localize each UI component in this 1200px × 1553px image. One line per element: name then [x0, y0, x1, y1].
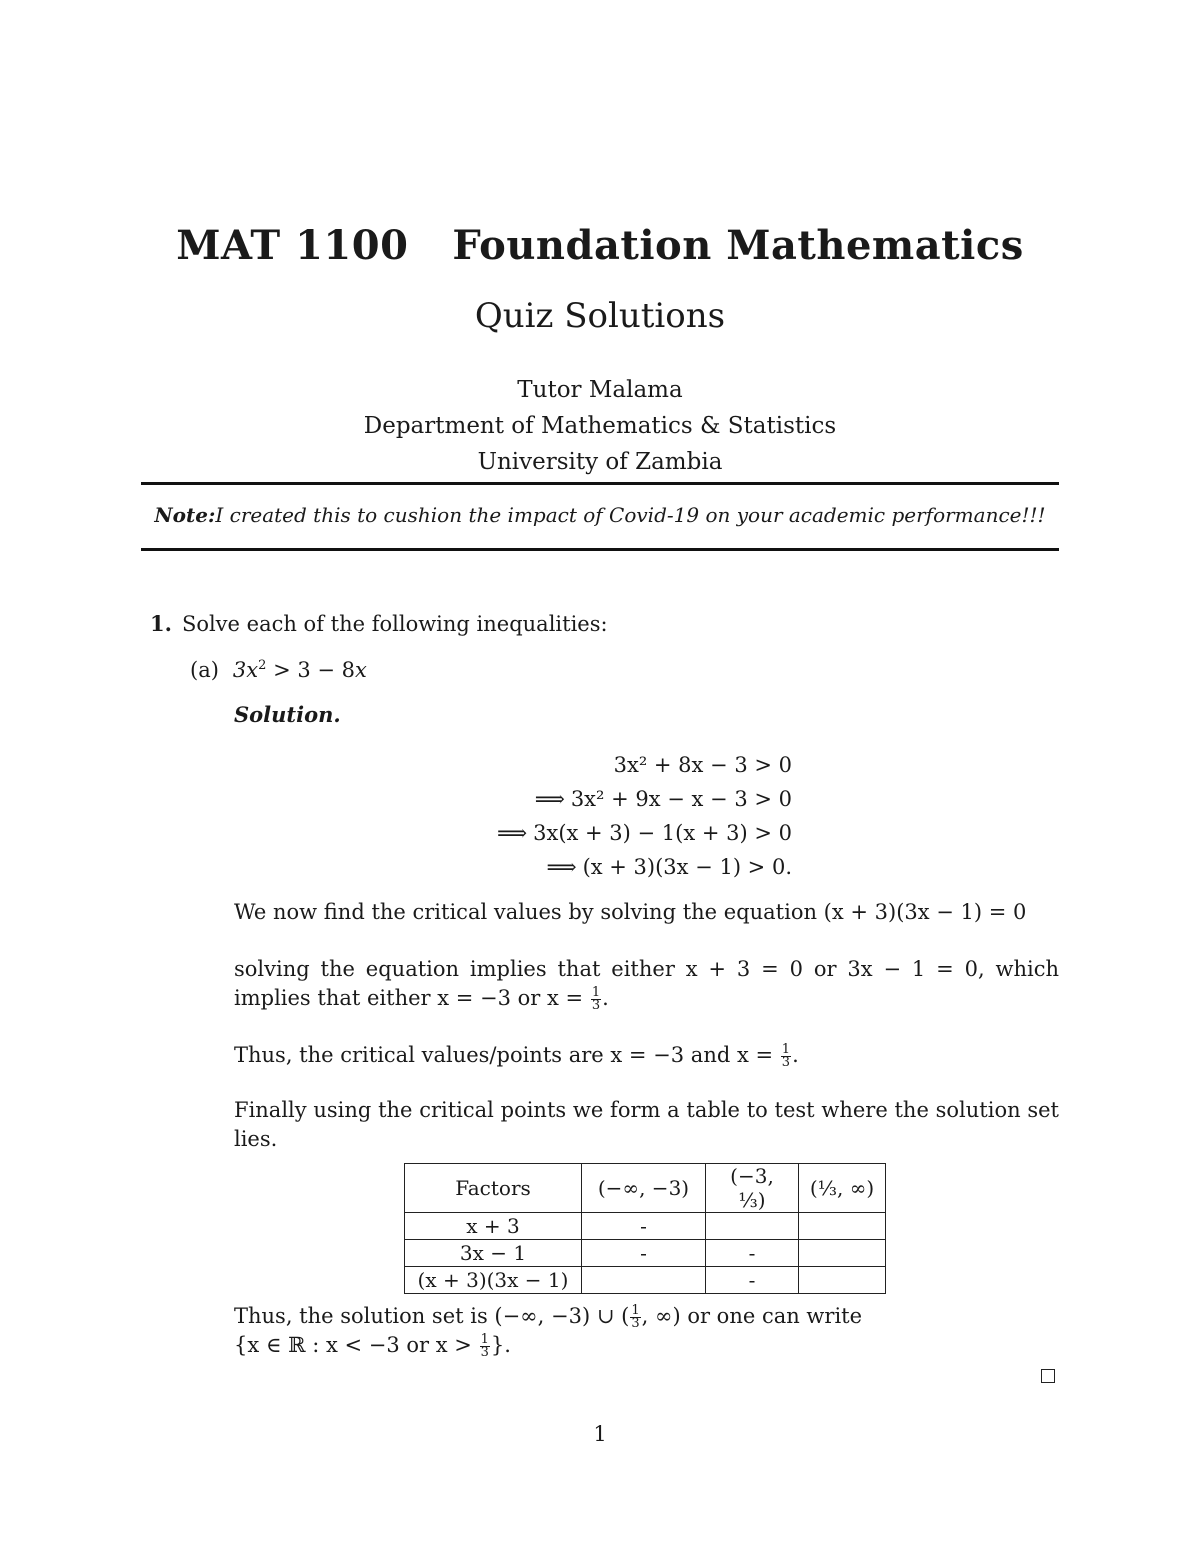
question-heading: [150, 611, 608, 636]
top-rule: [141, 482, 1059, 485]
paragraph-table-intro: Finally using the critical points we form a table to test where the solution set lies.: [234, 1098, 1059, 1151]
solution-label: Solution.: [234, 702, 341, 727]
table-cell: -: [582, 1240, 706, 1267]
note-label: Note:: [154, 503, 216, 527]
paragraph-solving: solving the equation implies that either x + 3 = 0 or 3x − 1 = 0, which implies that either x = −3 or x = $\frac{1}{3}$ .: [234, 957, 1059, 1013]
table-cell: [799, 1240, 886, 1267]
equation-line-2: ⟹ 3x² + 9x − x − 3 > 0: [534, 787, 792, 811]
part-a: [190, 658, 367, 682]
table-cell: -: [706, 1267, 799, 1294]
page-number: 1: [593, 1422, 607, 1446]
table-header-cell: Factors: [405, 1164, 582, 1213]
table-cell: 3x − 1: [405, 1240, 582, 1267]
table-header-cell: (−∞, −3): [582, 1164, 706, 1213]
table-cell: x + 3: [405, 1213, 582, 1240]
document-subtitle: Quiz Solutions: [474, 296, 726, 336]
note-line: [141, 503, 1059, 527]
table-cell: -: [582, 1213, 706, 1240]
paragraph-solution-set: Thus, the solution set is (−∞, −3) ∪ ( $\frac{1}{3}$ , ∞) or one can write {x ∈ ℝ : x < −3 or x > $\frac{1}{3}$ }.: [234, 1303, 863, 1360]
course-code: MAT 1100: [176, 222, 409, 269]
note-text: I created this to cushion the impact of Covid-19 on your academic performance!!!: [215, 503, 1046, 527]
fraction-one-third: $\frac{1}{3}$: [591, 985, 601, 1013]
question-prompt: Solve each of the following inequalities:: [181, 612, 608, 636]
implies-symbol: ⟹: [497, 821, 528, 845]
sign-table: [404, 1163, 886, 1294]
document-title: [0, 222, 1200, 269]
university-name: University of Zambia: [477, 449, 723, 475]
equation-line-3: ⟹ 3x(x + 3) − 1(x + 3) > 0: [497, 821, 792, 845]
table-row: [405, 1240, 886, 1267]
fraction-one-third: $\frac{1}{3}$: [631, 1303, 640, 1331]
table-header-cell: (⅓, ∞): [799, 1164, 886, 1213]
department-name: Department of Mathematics & Statistics: [363, 413, 837, 439]
paragraph-critical-values: We now find the critical values by solving the equation (x + 3)(3x − 1) = 0: [234, 900, 1027, 924]
fraction-one-third: $\frac{1}{3}$: [781, 1042, 791, 1070]
qed-box-icon: [1041, 1369, 1055, 1383]
implies-symbol: ⟹: [546, 855, 577, 879]
equation-line-1: 3x² + 8x − 3 > 0: [613, 753, 792, 777]
table-cell: (x + 3)(3x − 1): [405, 1267, 582, 1294]
paragraph-critical-points: Thus, the critical values/points are x = −3 and x = $\frac{1}{3}$ .: [234, 1042, 799, 1070]
table-cell: [799, 1267, 886, 1294]
table-row: [405, 1213, 886, 1240]
table-header-row: [405, 1164, 886, 1213]
implies-symbol: ⟹: [534, 787, 565, 811]
equation-line-4: ⟹ (x + 3)(3x − 1) > 0.: [546, 855, 792, 879]
fraction-one-third: $\frac{1}{3}$: [480, 1332, 489, 1360]
part-inequality: $3x^2 > 3 - 8x$: [232, 658, 367, 682]
author-block: [0, 372, 1200, 480]
table-row: [405, 1267, 886, 1294]
course-name: Foundation Mathematics: [452, 222, 1024, 269]
equation-array: [440, 748, 792, 884]
bottom-rule: [141, 548, 1059, 551]
table-cell: [799, 1213, 886, 1240]
table-cell: -: [706, 1240, 799, 1267]
table-cell: [706, 1213, 799, 1240]
part-label: (a): [190, 658, 219, 682]
table-cell: [582, 1267, 706, 1294]
question-number: 1.: [150, 611, 172, 636]
author-name: Tutor Malama: [517, 377, 683, 403]
table-header-cell: (−3, ⅓): [706, 1164, 799, 1213]
